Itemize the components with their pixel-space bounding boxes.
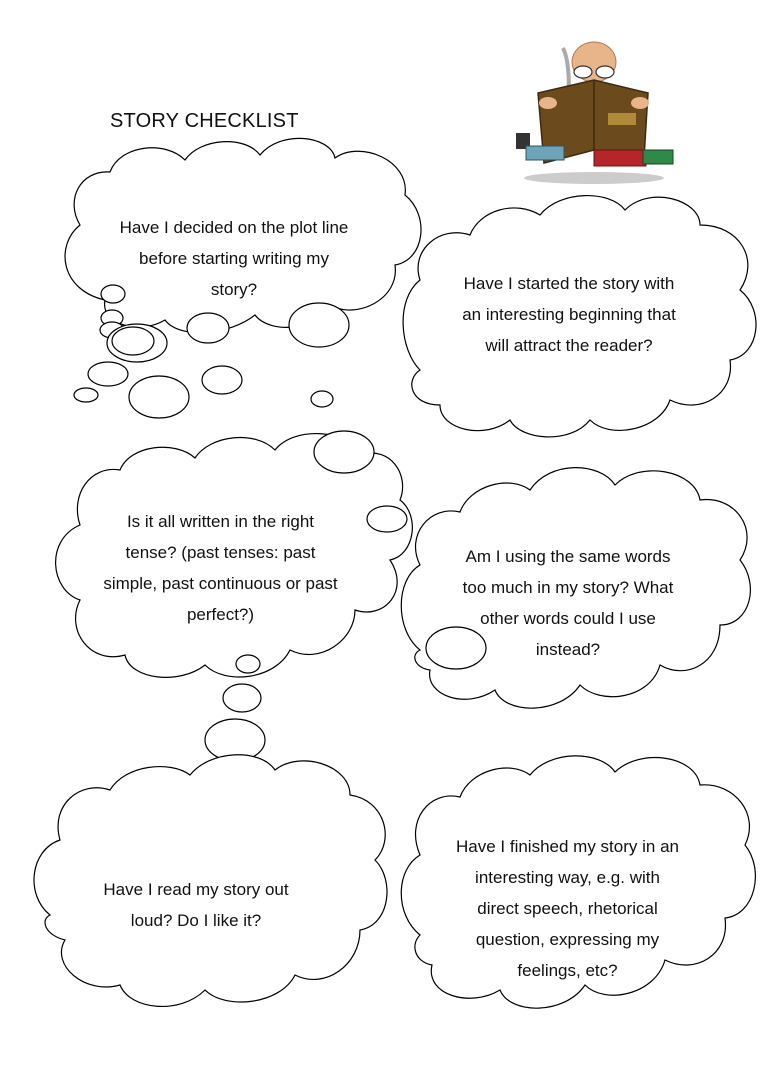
reading-man-illustration [508,38,680,186]
cloud-1-text: Have I decided on the plot line before starting writing my story? [119,218,349,299]
reading-man-icon [508,38,680,186]
page-title: STORY CHECKLIST [110,110,299,132]
cloud-4-text: Am I using the same words too much in my story? What other words could I use instead? [462,547,674,659]
cloud-3-text: Is it all written in the right tense? (past tenses: past simple, past continuous or past perfect?) [103,512,338,624]
cloud-6-text: Have I finished my story in an interesting way, e.g. with direct speech, rhetorical question, expressing my feelings, etc? [456,837,679,980]
cloud-2-text: Have I started the story with an interesting beginning that will attract the reader? [462,274,676,355]
cloud-5-text: Have I read my story out loud? Do I like it? [103,880,289,930]
